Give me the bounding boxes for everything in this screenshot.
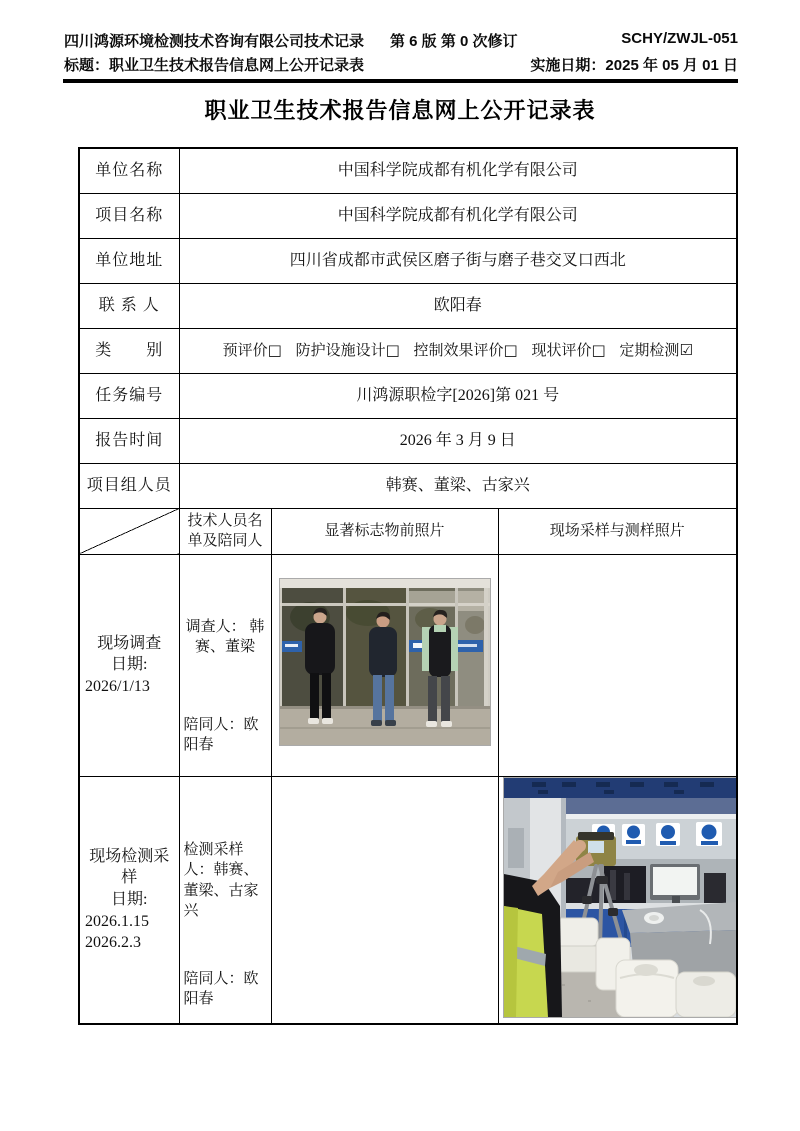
accompanying-person: 陪同人：欧阳春 [183, 971, 259, 1008]
row-label: 报告时间 [79, 418, 179, 463]
row-project-name [79, 193, 737, 238]
sampling-date-cell: 现场检测采样 日期: 2026.1.15 2026.2.3 [79, 776, 179, 1024]
checkbox-unchecked-icon: □ [591, 340, 606, 359]
sampling-personnel-cell [179, 776, 271, 1024]
photo-section-header [79, 508, 737, 554]
row-value: 韩赛、董梁、古家兴 [179, 463, 737, 508]
option-status-evaluation: 现状评价□ [531, 340, 606, 359]
option-pre-evaluation: 预评价□ [222, 340, 282, 359]
row-project-team [79, 463, 737, 508]
option-periodic-testing: 定期检测☑ [619, 340, 693, 359]
survey-personnel-cell [179, 554, 271, 776]
header-divider [63, 79, 738, 83]
edition-revision: 第 6 版 第 0 次修订 [390, 33, 518, 50]
empty-cell [498, 554, 737, 776]
landmark-photo-cell [271, 554, 498, 776]
row-category [79, 328, 737, 373]
sampling-photo-cell [498, 776, 737, 1024]
page-title: 职业卫生技术报告信息网上公开记录表 [204, 98, 596, 123]
checkbox-unchecked-icon: □ [267, 340, 282, 359]
surveyor-names: 调查人： 韩赛、董梁 [185, 618, 265, 655]
company-record-title: 四川鸿源环境检测技术咨询有限公司技术记录 [64, 33, 365, 50]
row-report-date [79, 418, 737, 463]
sampling-photo [503, 777, 737, 1018]
row-label: 任务编号 [79, 373, 179, 418]
row-unit-address [79, 238, 737, 283]
survey-date-cell: 现场调查 日期: 2026/1/13 [79, 554, 179, 776]
checkbox-unchecked-icon: □ [503, 340, 518, 359]
document-subtitle: 标题：职业卫生技术报告信息网上公开记录表 [64, 57, 365, 74]
row-unit-name [79, 148, 737, 193]
category-options [179, 328, 737, 373]
row-value: 中国科学院成都有机化学有限公司 [179, 148, 737, 193]
accompanying-person: 陪同人：欧阳春 [183, 717, 259, 754]
row-label: 联 系 人 [79, 283, 179, 328]
row-label: 项目组人员 [79, 463, 179, 508]
col-header-sampling-photo: 现场采样与测样照片 [498, 508, 737, 554]
row-label: 项目名称 [79, 193, 179, 238]
col-header-personnel: 技术人员名单及陪同人 [179, 508, 271, 554]
sampling-row [79, 776, 737, 1024]
effective-date: 实施日期：2025 年 05 月 01 日 [530, 57, 738, 74]
row-value: 中国科学院成都有机化学有限公司 [179, 193, 737, 238]
site-survey-photo [279, 578, 491, 746]
row-value: 2026 年 3 月 9 日 [179, 418, 737, 463]
col-header-landmark-photo: 显著标志物前照片 [271, 508, 498, 554]
document-code: SCHY/ZWJL-051 [621, 30, 738, 47]
row-value: 四川省成都市武侯区磨子街与磨子巷交叉口西北 [179, 238, 737, 283]
option-control-effect-evaluation: 控制效果评价□ [413, 340, 518, 359]
row-label: 类 别 [79, 328, 179, 373]
checkbox-checked-icon: ☑ [679, 340, 693, 359]
row-label: 单位名称 [79, 148, 179, 193]
sampler-names: 检测采样人：韩赛、董梁、古家兴 [183, 842, 259, 919]
diagonal-corner-cell [79, 508, 179, 554]
row-value: 川鸿源职检字[2026]第 021 号 [179, 373, 737, 418]
site-survey-row [79, 554, 737, 776]
row-value: 欧阳春 [179, 283, 737, 328]
row-contact-person [79, 283, 737, 328]
checkbox-unchecked-icon: □ [385, 340, 400, 359]
record-form-table [78, 147, 738, 1025]
row-task-number [79, 373, 737, 418]
empty-cell [271, 776, 498, 1024]
option-protective-facility-design: 防护设施设计□ [295, 340, 400, 359]
row-label: 单位地址 [79, 238, 179, 283]
